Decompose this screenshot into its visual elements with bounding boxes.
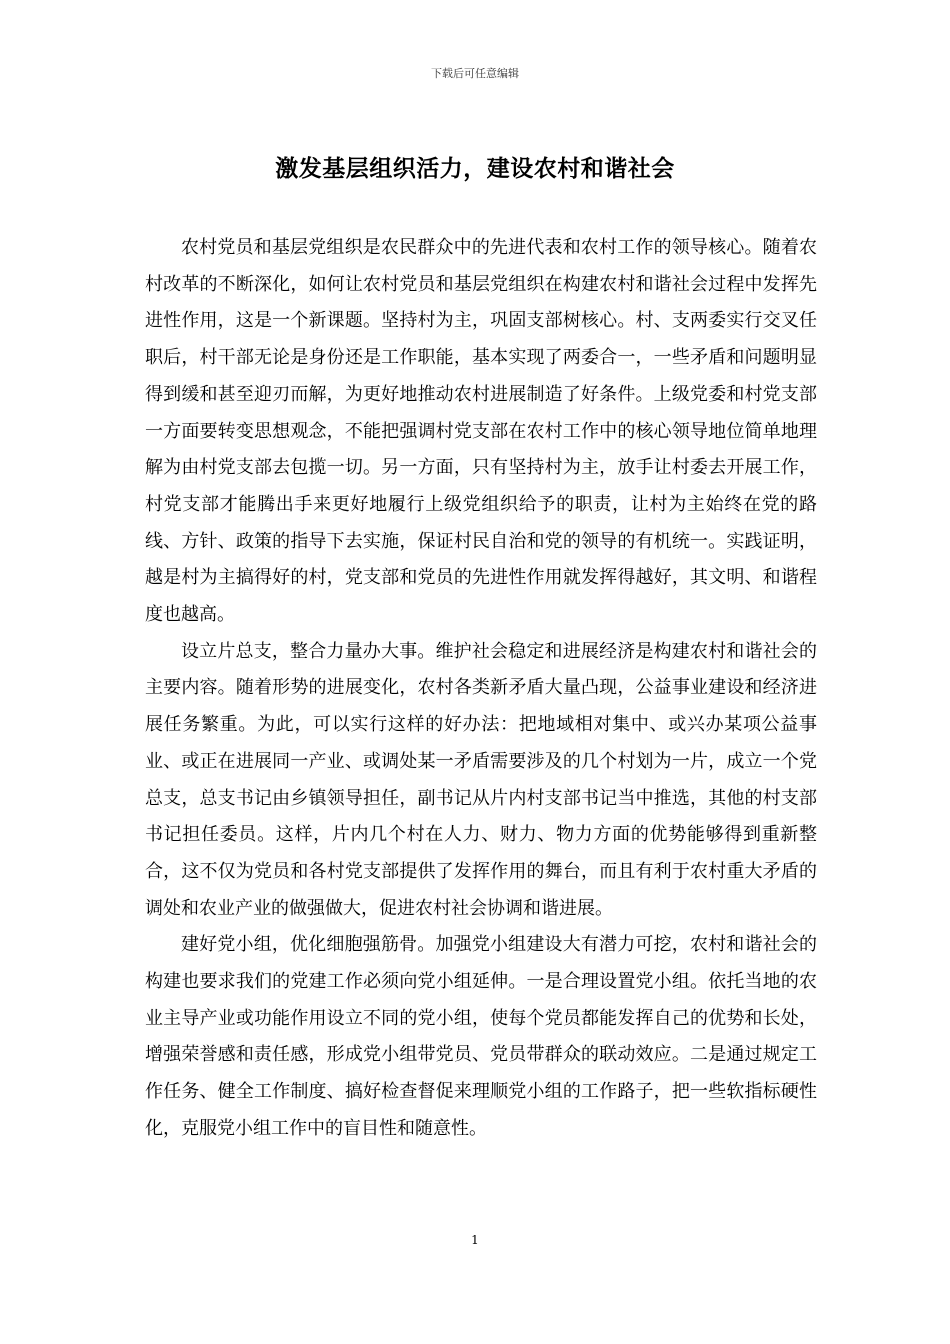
document-body <box>145 230 817 1148</box>
paragraph-2: 设立片总支，整合力量办大事。维护社会稳定和进展经济是构建农村和谐社会的主要内容。随着形势的进展变化，农村各类新矛盾大量凸现，公益事业建设和经济进展任务繁重。为此，可以实行这样的好办法：把地域相对集中、或兴办某项公益事业、或正在进展同一产业、或调处某一矛盾需要涉及的几个村划为一片，成立一个党总支，总支书记由乡镇领导担任，副书记从片内村支部书记当中推选，其他的村支部书记担任委员。这样，片内几个村在人力、财力、物力方面的优势能够得到重新整合，这不仅为党员和各村党支部提供了发挥作用的舞台，而且有利于农村重大矛盾的调处和农业产业的做强做大，促进农村社会协调和谐进展。 <box>145 640 817 919</box>
header-note: 下载后可任意编辑 <box>431 67 519 80</box>
paragraph-1: 农村党员和基层党组织是农民群众中的先进代表和农村工作的领导核心。随着农村改革的不断深化，如何让农村党员和基层党组织在构建农村和谐社会过程中发挥先进性作用，这是一个新课题。坚持村为主，巩固支部树核心。村、支两委实行交叉任职后，村干部无论是身份还是工作职能，基本实现了两委合一，一些矛盾和问题明显得到缓和甚至迎刃而解，为更好地推动农村进展制造了好条件。上级党委和村党支部一方面要转变思想观念，不能把强调村党支部在农村工作中的核心领导地位简单地理解为由村党支部去包揽一切。另一方面，只有坚持村为主，放手让村委去开展工作，村党支部才能腾出手来更好地履行上级党组织给予的职责，让村为主始终在党的路线、方针、政策的指导下去实施，保证村民自治和党的领导的有机统一。实践证明，越是村为主搞得好的村，党支部和党员的先进性作用就发挥得越好，其文明、和谐程度也越高。 <box>145 237 817 626</box>
paragraph-3: 建好党小组，优化细胞强筋骨。加强党小组建设大有潜力可挖，农村和谐社会的构建也要求我们的党建工作必须向党小组延伸。一是合理设置党小组。依托当地的农业主导产业或功能作用设立不同的党小组，使每个党员都能发挥自己的优势和长处，增强荣誉感和责任感，形成党小组带党员、党员带群众的联动效应。二是通过规定工作任务、健全工作制度、搞好检查督促来理顺党小组的工作路子，把一些软指标硬性化，克服党小组工作中的盲目性和随意性。 <box>145 934 817 1139</box>
document-title: 激发基层组织活力，建设农村和谐社会 <box>275 155 675 182</box>
page-number: 1 <box>471 1233 479 1247</box>
